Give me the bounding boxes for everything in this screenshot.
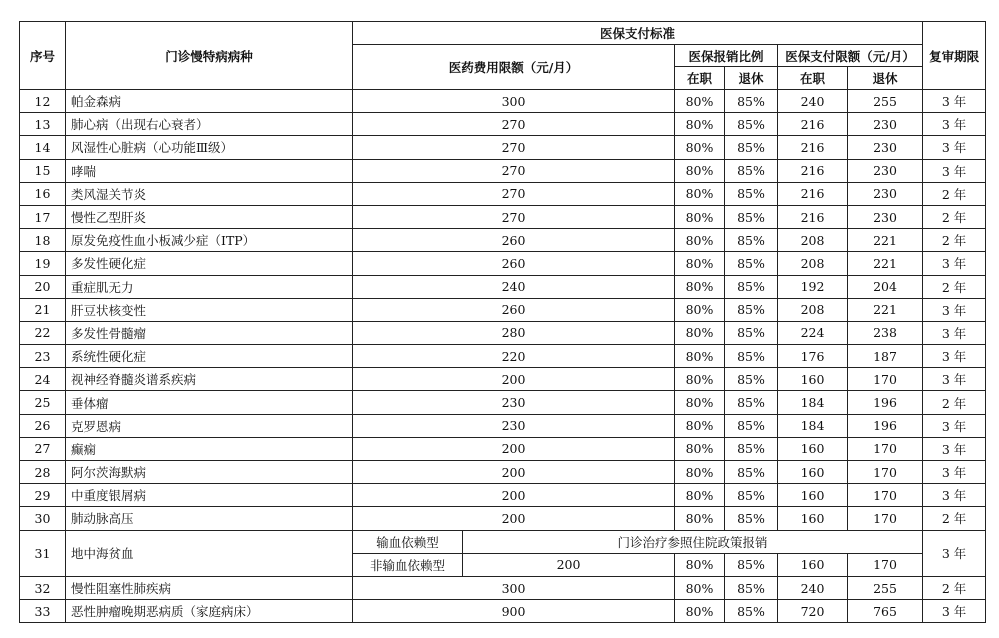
row-ratio-employed: 80%: [675, 484, 725, 507]
row-pay-employed: 216: [778, 182, 848, 205]
row-review: 3 年: [923, 600, 986, 623]
row-ratio-employed: 80%: [675, 229, 725, 252]
row-subtype: 非输血依赖型: [353, 553, 463, 576]
row-no: 14: [20, 136, 66, 159]
table-row: [20, 507, 986, 530]
row-disease-name: 慢性乙型肝炎: [66, 205, 353, 228]
row-disease-name: 癫痫: [66, 437, 353, 460]
row-pay-employed: 240: [778, 576, 848, 599]
row-pay-retired: 765: [848, 600, 923, 623]
header-review: 复审期限: [923, 22, 986, 90]
row-no: 30: [20, 507, 66, 530]
row-ratio-retired: 85%: [725, 229, 778, 252]
row-no: 31: [20, 530, 66, 576]
row-pay-retired: 255: [848, 90, 923, 113]
reimbursement-table: [19, 21, 986, 623]
row-ratio-retired: 85%: [725, 576, 778, 599]
row-ratio-employed: 80%: [675, 600, 725, 623]
row-disease-name: 慢性阻塞性肺疾病: [66, 576, 353, 599]
row-pay-retired: 170: [848, 461, 923, 484]
row-limit: 270: [353, 113, 675, 136]
table-row: [20, 484, 986, 507]
row-limit: 260: [353, 252, 675, 275]
row-disease-name: 哮喘: [66, 159, 353, 182]
row-ratio-employed: 80%: [675, 298, 725, 321]
row-review: 3 年: [923, 159, 986, 182]
table-row: [20, 368, 986, 391]
table-row-thalassemia-1: [20, 530, 986, 553]
table-row: [20, 113, 986, 136]
header-row-1: [20, 22, 986, 45]
table-row: [20, 461, 986, 484]
row-ratio-employed: 80%: [675, 553, 725, 576]
row-ratio-retired: 85%: [725, 205, 778, 228]
row-ratio-employed: 80%: [675, 414, 725, 437]
row-pay-retired: 221: [848, 229, 923, 252]
row-review: 2 年: [923, 576, 986, 599]
table-row: [20, 345, 986, 368]
row-limit: 230: [353, 391, 675, 414]
row-pay-employed: 216: [778, 136, 848, 159]
row-ratio-employed: 80%: [675, 159, 725, 182]
row-pay-retired: 196: [848, 414, 923, 437]
row-ratio-retired: 85%: [725, 136, 778, 159]
row-subtype: 输血依赖型: [353, 530, 463, 553]
row-no: 23: [20, 345, 66, 368]
row-disease-name: 恶性肿瘤晚期恶病质（家庭病床）: [66, 600, 353, 623]
row-pay-retired: 230: [848, 136, 923, 159]
header-ratio: 医保报销比例: [675, 45, 778, 67]
row-no: 20: [20, 275, 66, 298]
row-pay-employed: 176: [778, 345, 848, 368]
row-pay-employed: 208: [778, 252, 848, 275]
row-limit: 260: [353, 298, 675, 321]
row-pay-employed: 208: [778, 298, 848, 321]
header-pay: 医保支付限额（元/月）: [778, 45, 923, 67]
row-pay-retired: 170: [848, 368, 923, 391]
row-review: 3 年: [923, 484, 986, 507]
row-ratio-employed: 80%: [675, 182, 725, 205]
row-limit: 230: [353, 414, 675, 437]
row-review: 3 年: [923, 461, 986, 484]
row-pay-employed: 160: [778, 507, 848, 530]
table-row: [20, 136, 986, 159]
row-pay-employed: 240: [778, 90, 848, 113]
row-no: 18: [20, 229, 66, 252]
table-row: [20, 252, 986, 275]
header-seq: 序号: [20, 22, 66, 90]
row-ratio-employed: 80%: [675, 576, 725, 599]
row-disease-name: 重症肌无力: [66, 275, 353, 298]
row-limit: 270: [353, 159, 675, 182]
row-review: 3 年: [923, 298, 986, 321]
row-pay-employed: 192: [778, 275, 848, 298]
table-row: [20, 182, 986, 205]
table-row: [20, 321, 986, 344]
row-pay-retired: 238: [848, 321, 923, 344]
row-review: 3 年: [923, 530, 986, 576]
row-review: 3 年: [923, 113, 986, 136]
row-pay-employed: 184: [778, 391, 848, 414]
row-no: 17: [20, 205, 66, 228]
row-disease-name: 肝豆状核变性: [66, 298, 353, 321]
row-ratio-employed: 80%: [675, 437, 725, 460]
row-ratio-retired: 85%: [725, 461, 778, 484]
row-pay-employed: 720: [778, 600, 848, 623]
row-ratio-retired: 85%: [725, 113, 778, 136]
row-ratio-employed: 80%: [675, 461, 725, 484]
row-pay-retired: 187: [848, 345, 923, 368]
row-ratio-retired: 85%: [725, 275, 778, 298]
row-pay-employed: 160: [778, 437, 848, 460]
row-ratio-retired: 85%: [725, 182, 778, 205]
header-ratio-retired: 退休: [725, 67, 778, 90]
row-limit: 280: [353, 321, 675, 344]
table-row: [20, 437, 986, 460]
header-ratio-employed: 在职: [675, 67, 725, 90]
header-pay-employed: 在职: [778, 67, 848, 90]
row-limit: 900: [353, 600, 675, 623]
row-pay-retired: 170: [848, 437, 923, 460]
row-disease-name: 原发免疫性血小板减少症（ITP）: [66, 229, 353, 252]
row-review: 3 年: [923, 136, 986, 159]
row-pay-retired: 170: [848, 507, 923, 530]
row-ratio-employed: 80%: [675, 252, 725, 275]
row-ratio-employed: 80%: [675, 136, 725, 159]
row-no: 16: [20, 182, 66, 205]
row-limit: 270: [353, 136, 675, 159]
row-ratio-retired: 85%: [725, 600, 778, 623]
row-no: 32: [20, 576, 66, 599]
row-limit: 200: [353, 437, 675, 460]
row-disease-name: 多发性硬化症: [66, 252, 353, 275]
header-disease: 门诊慢特病病种: [66, 22, 353, 90]
row-ratio-employed: 80%: [675, 275, 725, 298]
table-row: [20, 298, 986, 321]
row-pay-retired: 230: [848, 159, 923, 182]
row-ratio-retired: 85%: [725, 414, 778, 437]
row-pay-employed: 160: [778, 368, 848, 391]
row-limit: 200: [463, 553, 675, 576]
header-limit: 医药费用限额（元/月）: [353, 45, 675, 90]
header-standard: 医保支付标准: [353, 22, 923, 45]
row-ratio-retired: 85%: [725, 345, 778, 368]
row-ratio-employed: 80%: [675, 321, 725, 344]
row-limit: 200: [353, 484, 675, 507]
table-row: [20, 275, 986, 298]
row-disease-name: 系统性硬化症: [66, 345, 353, 368]
row-ratio-retired: 85%: [725, 252, 778, 275]
row-review: 2 年: [923, 205, 986, 228]
row-ratio-retired: 85%: [725, 159, 778, 182]
row-pay-retired: 230: [848, 182, 923, 205]
row-limit: 300: [353, 576, 675, 599]
row-ratio-retired: 85%: [725, 298, 778, 321]
row-ratio-retired: 85%: [725, 90, 778, 113]
table-row: [20, 229, 986, 252]
row-no: 33: [20, 600, 66, 623]
row-pay-retired: 230: [848, 113, 923, 136]
row-pay-retired: 221: [848, 252, 923, 275]
row-limit: 200: [353, 507, 675, 530]
row-ratio-employed: 80%: [675, 205, 725, 228]
row-review: 3 年: [923, 368, 986, 391]
row-disease-name: 中重度银屑病: [66, 484, 353, 507]
row-pay-retired: 255: [848, 576, 923, 599]
row-review: 3 年: [923, 414, 986, 437]
row-pay-retired: 221: [848, 298, 923, 321]
row-disease-name: 多发性骨髓瘤: [66, 321, 353, 344]
row-ratio-employed: 80%: [675, 345, 725, 368]
row-review: 2 年: [923, 229, 986, 252]
row-no: 12: [20, 90, 66, 113]
row-no: 21: [20, 298, 66, 321]
row-ratio-retired: 85%: [725, 391, 778, 414]
row-disease-name: 阿尔茨海默病: [66, 461, 353, 484]
table-row: [20, 90, 986, 113]
row-no: 19: [20, 252, 66, 275]
row-limit: 300: [353, 90, 675, 113]
row-pay-employed: 208: [778, 229, 848, 252]
row-limit: 270: [353, 182, 675, 205]
row-limit: 270: [353, 205, 675, 228]
row-no: 24: [20, 368, 66, 391]
row-pay-retired: 204: [848, 275, 923, 298]
table-row: [20, 159, 986, 182]
header-pay-retired: 退休: [848, 67, 923, 90]
row-review: 2 年: [923, 507, 986, 530]
row-disease-name: 类风湿关节炎: [66, 182, 353, 205]
row-pay-retired: 196: [848, 391, 923, 414]
row-no: 22: [20, 321, 66, 344]
table-row: [20, 205, 986, 228]
row-review: 3 年: [923, 321, 986, 344]
row-disease-name: 肺动脉高压: [66, 507, 353, 530]
row-review: 2 年: [923, 182, 986, 205]
row-disease-name: 帕金森病: [66, 90, 353, 113]
table-row: [20, 414, 986, 437]
row-review: 3 年: [923, 252, 986, 275]
row-pay-retired: 230: [848, 205, 923, 228]
row-pay-retired: 170: [848, 484, 923, 507]
row-pay-employed: 160: [778, 484, 848, 507]
row-no: 13: [20, 113, 66, 136]
row-ratio-retired: 85%: [725, 368, 778, 391]
row-review: 2 年: [923, 275, 986, 298]
row-policy-note: 门诊治疗参照住院政策报销: [463, 530, 923, 553]
table-body: [20, 90, 986, 623]
row-ratio-employed: 80%: [675, 507, 725, 530]
row-ratio-employed: 80%: [675, 90, 725, 113]
row-no: 29: [20, 484, 66, 507]
row-review: 3 年: [923, 90, 986, 113]
row-ratio-employed: 80%: [675, 391, 725, 414]
row-disease-name: 风湿性心脏病（心功能Ⅲ级）: [66, 136, 353, 159]
row-disease-name: 肺心病（出现右心衰者）: [66, 113, 353, 136]
row-pay-employed: 216: [778, 205, 848, 228]
row-no: 27: [20, 437, 66, 460]
row-pay-employed: 160: [778, 461, 848, 484]
row-ratio-retired: 85%: [725, 321, 778, 344]
row-limit: 260: [353, 229, 675, 252]
row-limit: 200: [353, 461, 675, 484]
row-pay-employed: 160: [778, 553, 848, 576]
row-pay-employed: 216: [778, 113, 848, 136]
row-limit: 200: [353, 368, 675, 391]
row-disease-name: 地中海贫血: [66, 530, 353, 576]
row-ratio-employed: 80%: [675, 368, 725, 391]
row-limit: 240: [353, 275, 675, 298]
row-disease-name: 垂体瘤: [66, 391, 353, 414]
row-pay-employed: 184: [778, 414, 848, 437]
row-disease-name: 克罗恩病: [66, 414, 353, 437]
row-review: 3 年: [923, 345, 986, 368]
row-no: 15: [20, 159, 66, 182]
row-ratio-retired: 85%: [725, 553, 778, 576]
row-ratio-employed: 80%: [675, 113, 725, 136]
row-no: 26: [20, 414, 66, 437]
row-ratio-retired: 85%: [725, 484, 778, 507]
row-no: 28: [20, 461, 66, 484]
row-ratio-retired: 85%: [725, 437, 778, 460]
row-ratio-retired: 85%: [725, 507, 778, 530]
row-disease-name: 视神经脊髓炎谱系疾病: [66, 368, 353, 391]
row-review: 2 年: [923, 391, 986, 414]
row-pay-retired: 170: [848, 553, 923, 576]
row-pay-employed: 216: [778, 159, 848, 182]
table-row: [20, 391, 986, 414]
row-limit: 220: [353, 345, 675, 368]
table-row: [20, 600, 986, 623]
row-no: 25: [20, 391, 66, 414]
table-row: [20, 576, 986, 599]
row-review: 3 年: [923, 437, 986, 460]
row-pay-employed: 224: [778, 321, 848, 344]
